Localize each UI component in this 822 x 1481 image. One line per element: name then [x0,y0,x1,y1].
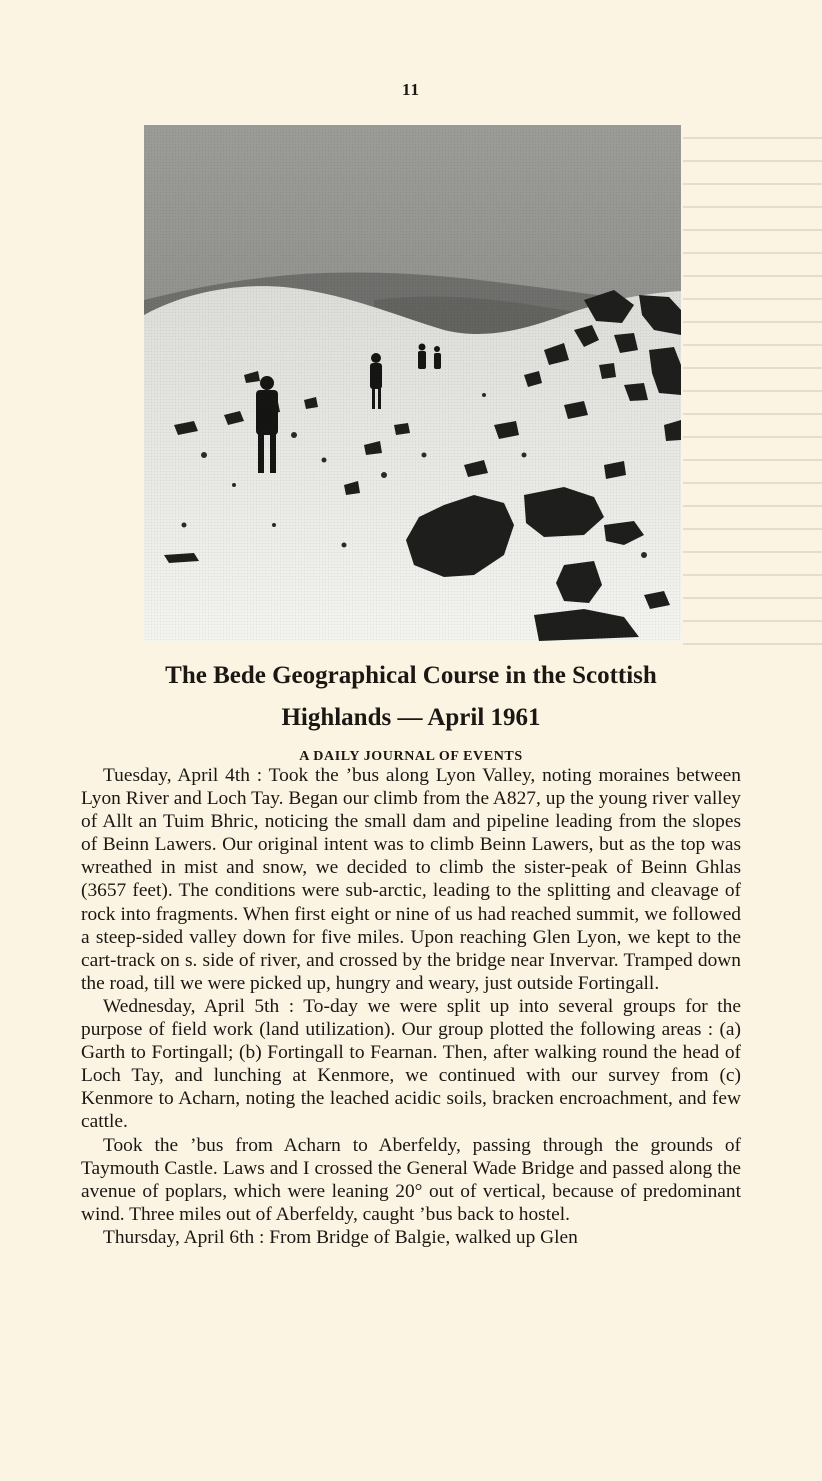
journal-text [81,764,741,1249]
article-subtitle: A DAILY JOURNAL OF EVENTS [299,749,523,764]
paragraph: Took the ’bus from Acharn to Aberfeldy, passing through the grounds of Taymouth Castle. Laws and I crossed the General Wade Bridge and passed along the avenue of poplars, which were leaning 20° out of vertical, because of predominant wind. Three miles out of Aberfeldy, caught ’bus back to hostel. [81,1134,741,1225]
page-number: 11 [401,80,421,99]
article-title-line-1: The Bede Geographical Course in the Scottish [165,662,657,689]
paragraph: Wednesday, April 5th : To-day we were split up into several groups for the purpose of field work (land utilization). Our group plotted the following areas : (a) Garth to Fortingall; (b) Fortingall to Fearnan. Then, after walking round the head of Loch Tay, and lunching at Kenmore, we continued with our survey from (c) Kenmore to Acharn, noting the leached acidic soils, bracken encroachment, and few cattle. [81,995,741,1133]
photo-snowy-mountain [144,125,681,641]
article-title-line-2: Highlands — April 1961 [281,704,541,731]
paragraph: Thursday, April 6th : From Bridge of Balgie, walked up Glen [103,1226,578,1248]
paragraph: Tuesday, April 4th : Took the ’bus along Lyon Valley, noting moraines between Lyon River and Loch Tay. Began our climb from the A827, up the young river valley of Allt an Tuim Bhric, noticing the small dam and pipeline leading from the slopes of Beinn Lawers. Our original intent was to climb Beinn Lawers, but as the top was wreathed in mist and snow, we decided to climb the sister-peak of Beinn Ghlas (3657 feet). The conditions were sub-arctic, leading to the splitting and cleavage of rock into fragments. When first eight or nine of us had reached summit, we followed a steep-sided valley down for five miles. Upon reaching Glen Lyon, we kept to the cart-track on s. side of river, and crossed by the bridge near Invervar. Tramped down the road, till we were picked up, hungry and weary, just outside Fortingall. [81,765,741,994]
show-through-text [683,125,822,645]
